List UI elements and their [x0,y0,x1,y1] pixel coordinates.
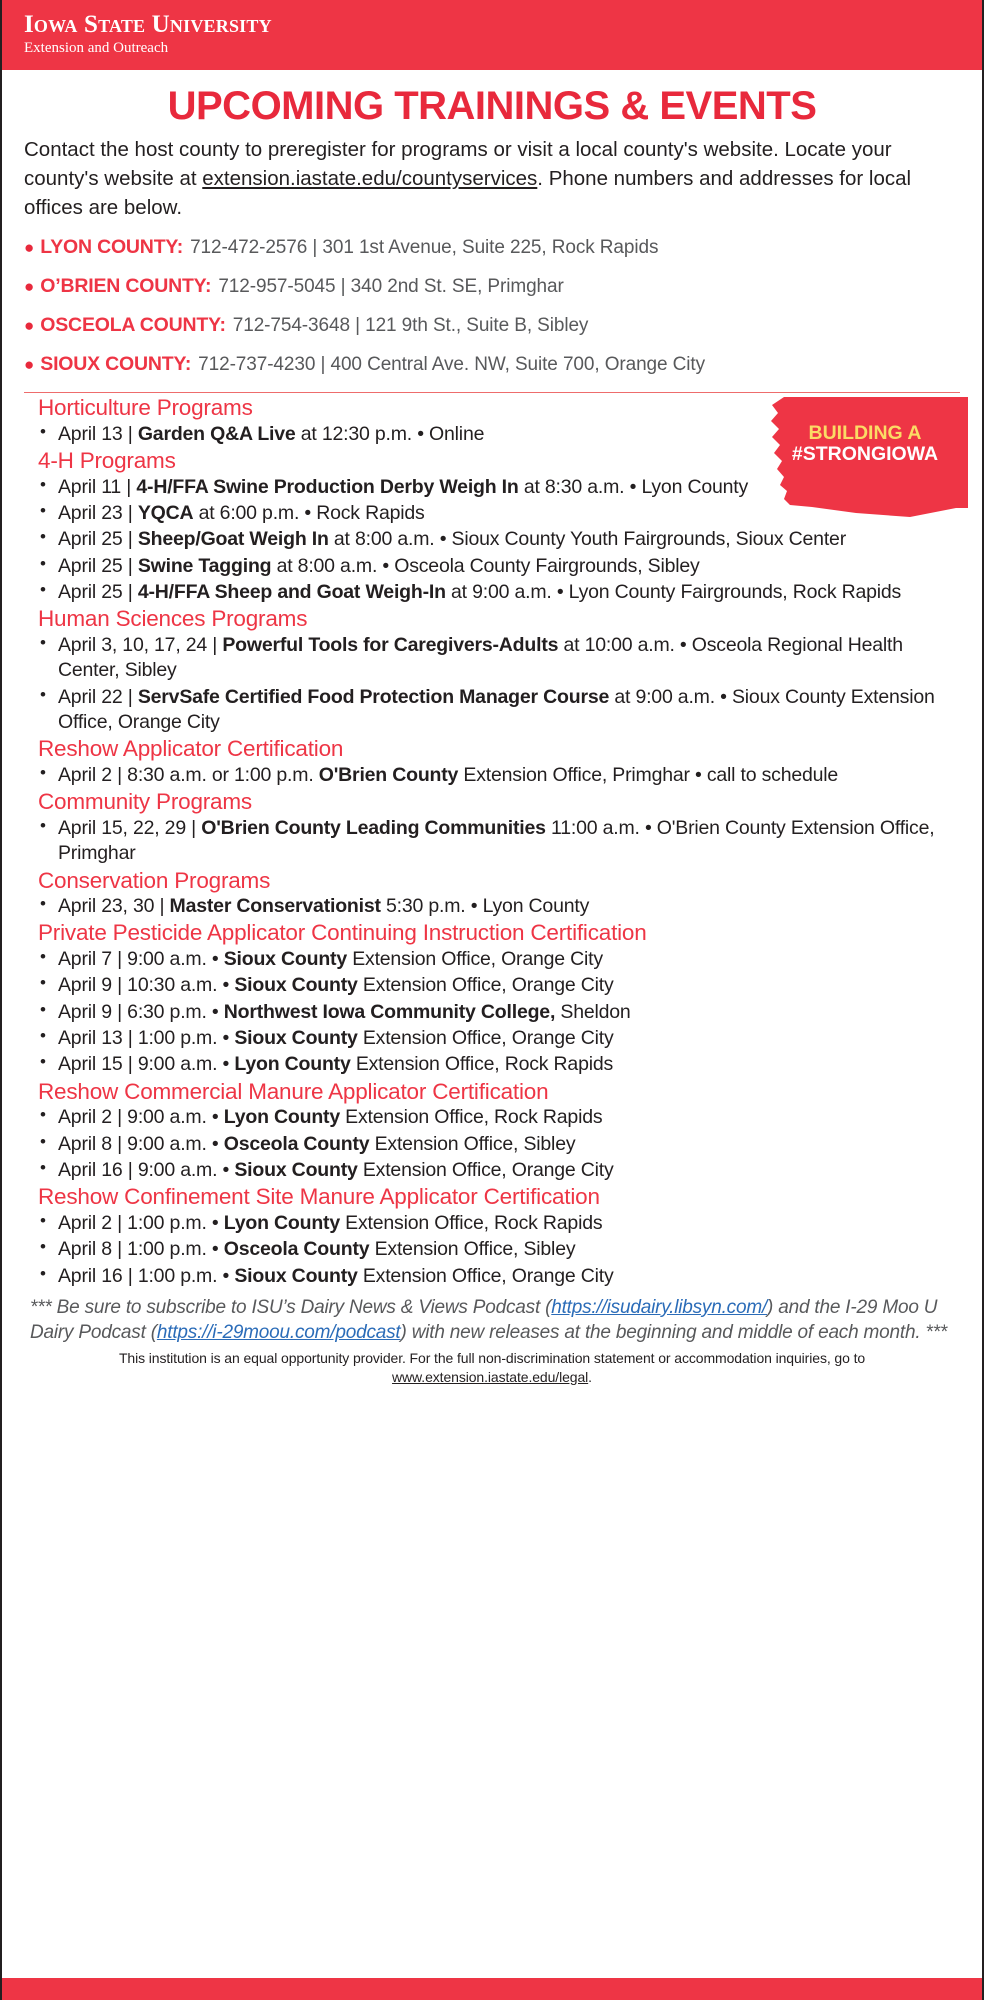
section-heading: Community Programs [38,789,252,815]
section-heading: Conservation Programs [38,867,271,893]
event-details: at 12:30 p.m. • Online [295,422,485,445]
event-list [30,947,968,1078]
section-heading: Reshow Commercial Manure Applicator Certification [38,1078,549,1104]
legal-statement [2,1345,982,1386]
legal-text-2: . [588,1368,592,1385]
bullet-icon: ● [24,355,35,375]
event-date: April 16 | 9:00 a.m. • [58,1158,235,1181]
isudairy-podcast-link[interactable]: https://isudairy.libsyn.com/ [551,1296,768,1318]
event-date: April 3, 10, 17, 24 | [58,634,223,657]
program-sections [2,395,982,1289]
event-item [30,816,968,867]
county-contact-info: 712-754-3648 | 121 9th St., Suite B, Sibley [232,315,589,337]
event-title: Powerful Tools for Caregivers-Adults [222,634,559,657]
i29moou-podcast-link[interactable]: https://i-29moou.com/podcast [156,1321,401,1343]
event-item [30,947,968,972]
county-row [24,275,968,298]
event-details: Extension Office, Orange City [347,947,603,970]
section-divider [24,392,960,393]
event-date: April 11 | [58,475,137,498]
section-heading: 4-H Programs [38,448,176,474]
county-name: O’BRIEN COUNTY: [40,275,212,298]
event-details: Extension Office, Rock Rapids [339,1211,603,1234]
event-details: 11:00 a.m. • O'Brien County Extension Office, Primghar [58,816,935,865]
event-item [30,1264,968,1289]
podcast-note [2,1290,982,1345]
event-details: at 10:00 a.m. • Osceola Regional Health Center, Sibley [58,634,903,682]
event-title: Lyon County [234,1053,351,1076]
event-details: Extension Office, Primghar • call to schedule [458,763,839,786]
event-date: April 2 | 1:00 p.m. • [58,1211,224,1234]
badge-line-1: BUILDING A [808,422,922,445]
badge-line-2: #STRONGIOWA [791,443,939,466]
university-wordmark: Iowa State University [24,11,272,38]
event-title: Lyon County [223,1106,340,1129]
podcast-text-3: ) with new releases at the beginning and middle of each month. *** [400,1321,948,1343]
event-list [30,1105,968,1183]
podcast-text-2: ) and the I-29 Moo U Dairy Podcast ( [30,1296,938,1343]
event-details: at 9:00 a.m. • Lyon County Fairgrounds, Rock Rapids [445,581,902,604]
event-date: April 13 | [58,422,138,445]
event-date: April 23 | [58,502,138,525]
event-details: at 8:30 a.m. • Lyon County [518,475,749,498]
county-row [24,236,968,259]
event-details: at 9:00 a.m. • Sioux County Extension Office, Orange City [58,685,935,734]
event-title: YQCA [137,502,194,525]
event-title: Sheep/Goat Weigh In [137,528,329,551]
county-services-link[interactable]: extension.iastate.edu/countyservices [202,167,538,191]
event-item [30,973,968,998]
event-details: Extension Office, Orange City [357,1027,614,1049]
event-date: April 15 | 9:00 a.m. • [58,1053,235,1076]
event-title: Osceola County [223,1132,370,1155]
event-details: Extension Office, Rock Rapids [339,1106,603,1129]
event-date: April 16 | 1:00 p.m. • [58,1264,235,1287]
county-name: SIOUX COUNTY: [40,353,192,376]
event-item [30,685,968,736]
event-date: April 25 | [58,528,138,551]
event-title: Sioux County [234,974,358,997]
event-item [30,554,968,579]
event-list [30,894,968,919]
event-list [30,816,968,867]
event-item [30,527,968,552]
event-title: ServSafe Certified Food Protection Manager Course [137,685,610,708]
event-title: Sioux County [234,1264,358,1287]
event-details: Extension Office, Orange City [357,974,614,997]
event-details: at 8:00 a.m. • Sioux County Youth Fairgrounds, Sioux Center [328,528,846,551]
event-item [30,1158,968,1183]
event-details: 5:30 p.m. • Lyon County [380,895,590,918]
event-item [30,1211,968,1236]
event-details: Sheldon [555,1000,631,1023]
intro-paragraph [2,135,982,222]
event-date: April 13 | 1:00 p.m. • [58,1027,235,1049]
event-title: Sioux County [234,1158,358,1181]
event-details: at 6:00 p.m. • Rock Rapids [193,502,425,525]
event-date: April 25 | [58,554,138,577]
event-date: April 8 | 1:00 p.m. • [58,1238,224,1261]
event-details: Extension Office, Sibley [369,1238,576,1261]
event-date: April 22 | [58,685,138,708]
event-item [30,763,968,788]
event-title: Garden Q&A Live [137,422,296,445]
event-item [30,894,968,919]
event-date: April 23, 30 | [58,895,170,918]
event-date: April 7 | 9:00 a.m. • [58,947,224,970]
event-date: April 2 | 8:30 a.m. or 1:00 p.m. [58,763,319,786]
county-name: LYON COUNTY: [40,236,184,259]
event-date: April 9 | 6:30 p.m. • [58,1000,224,1023]
event-title: 4-H/FFA Swine Production Derby Weigh In [136,475,519,498]
county-row [24,353,968,376]
event-date: April 15, 22, 29 | [58,816,202,839]
county-contact-info: 712-737-4230 | 400 Central Ave. NW, Suite 700, Orange City [198,354,705,376]
event-item [30,580,968,605]
event-details: Extension Office, Sibley [369,1132,576,1155]
footer-bar [2,1978,982,2000]
bullet-icon: ● [24,277,35,297]
header-bar [2,0,982,70]
section-heading: Reshow Confinement Site Manure Applicator Certification [38,1184,600,1210]
event-title: Osceola County [223,1238,370,1261]
event-item [30,1000,968,1025]
event-title: Northwest Iowa Community College, [223,1000,556,1023]
event-date: April 8 | 9:00 a.m. • [58,1132,224,1155]
event-item [30,1026,968,1051]
event-title: Swine Tagging [137,554,272,577]
bullet-icon: ● [24,238,35,258]
event-item [30,1237,968,1262]
event-date: April 2 | 9:00 a.m. • [58,1106,224,1129]
event-item [30,1105,968,1130]
event-details: at 8:00 a.m. • Osceola County Fairgrounds, Sibley [271,554,700,577]
event-details: Extension Office, Rock Rapids [350,1053,614,1076]
event-details: Extension Office, Orange City [357,1264,614,1287]
event-details: Extension Office, Orange City [357,1158,614,1181]
section-heading: Horticulture Programs [38,395,253,421]
strongiowa-badge [760,395,970,520]
event-title: Sioux County [223,947,347,970]
page-title: UPCOMING TRAININGS & EVENTS [167,84,817,128]
event-title: 4-H/FFA Sheep and Goat Weigh-In [137,581,446,604]
event-item [30,1132,968,1157]
event-title: Lyon County [223,1211,340,1234]
iowa-state-shape-icon [760,395,970,520]
legal-link[interactable]: www.extension.iastate.edu/legal [392,1368,589,1385]
event-title: O'Brien County [318,763,459,786]
intro-text-part1: Contact the host county to preregister for programs or visit a local county's website. Locate your county's website at [24,138,892,191]
event-item [30,1052,968,1077]
event-date: April 25 | [58,581,138,604]
section-heading: Human Sciences Programs [38,606,308,632]
county-contact-list [2,236,982,376]
event-item [30,633,968,684]
section-heading: Private Pesticide Applicator Continuing Instruction Certification [38,920,647,946]
event-date: April 9 | 10:30 a.m. • [58,974,235,997]
event-title: O'Brien County Leading Communities [201,816,546,839]
event-title: Master Conservationist [169,895,381,918]
county-name: OSCEOLA COUNTY: [40,314,226,337]
bullet-icon: ● [24,316,35,336]
podcast-text-1: *** Be sure to subscribe to ISU’s Dairy News & Views Podcast ( [30,1296,552,1318]
extension-subtitle: Extension and Outreach [24,40,169,56]
county-contact-info: 712-957-5045 | 340 2nd St. SE, Primghar [218,276,564,298]
event-list [30,763,968,788]
event-title: Sioux County [234,1027,358,1049]
event-list [30,633,968,735]
event-list [30,1211,968,1289]
intro-text-part2: . Phone numbers and addresses for local offices are below. [24,167,912,220]
legal-text-1: This institution is an equal opportunity provider. For the full non-discrimination statement or accommodation inquiries, go to [118,1350,866,1367]
county-row [24,314,968,337]
county-contact-info: 712-472-2576 | 301 1st Avenue, Suite 225, Rock Rapids [190,237,659,259]
section-heading: Reshow Applicator Certification [38,736,344,762]
